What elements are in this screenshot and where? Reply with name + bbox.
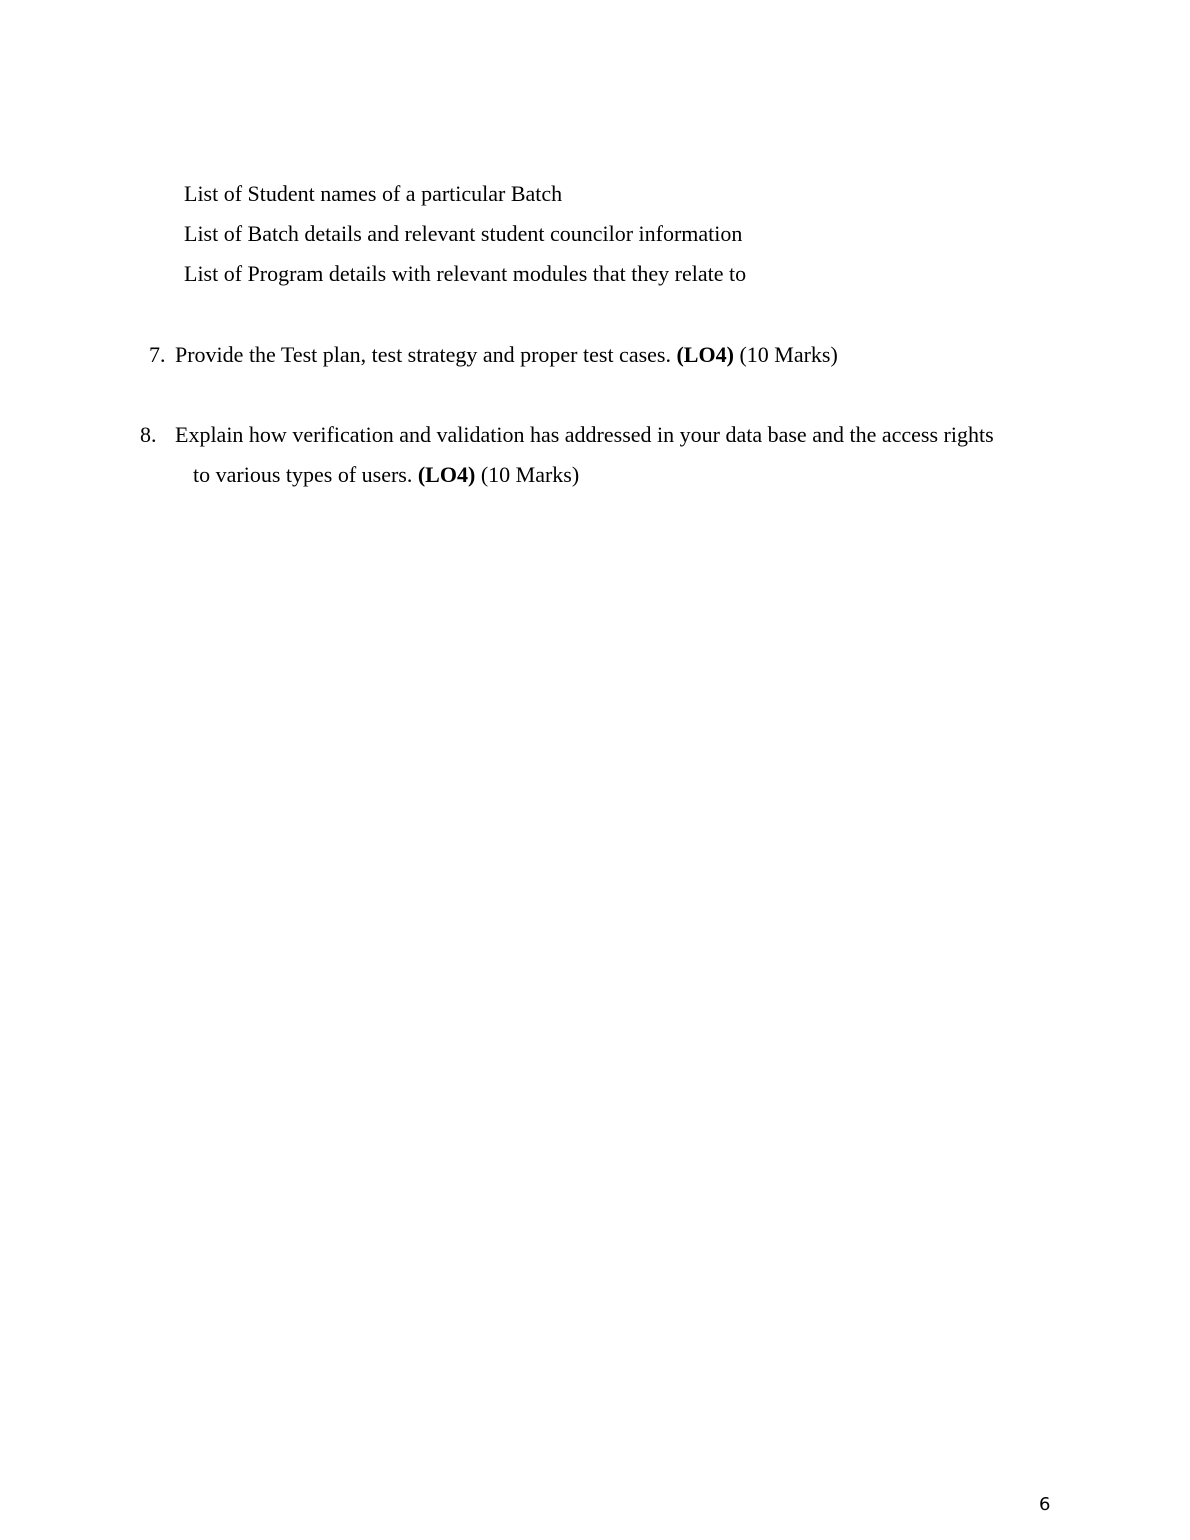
page-number: 6 — [1039, 1494, 1051, 1515]
question-7-body: Provide the Test plan, test strategy and proper test cases. — [175, 342, 671, 367]
question-8-text-line1: Explain how verification and validation has addressed in your data base and the access rights — [175, 422, 994, 447]
question-8-text-line2 — [193, 461, 579, 489]
question-7-marks: (10 Marks) — [739, 342, 838, 367]
question-8-marks: (10 Marks) — [480, 462, 580, 487]
list-item-batch-details: List of Batch details and relevant student councilor information — [184, 221, 743, 246]
question-7-number: 7. — [149, 342, 166, 367]
question-8-body-continued: to various types of users. — [193, 462, 413, 487]
question-8-number: 8. — [140, 422, 157, 447]
list-item-program-details: List of Program details with relevant modules that they relate to — [184, 261, 747, 286]
question-7-text — [175, 341, 838, 369]
list-item-student-names: List of Student names of a particular Batch — [184, 181, 563, 206]
question-7-lo: (LO4) — [676, 342, 734, 367]
question-8-lo: (LO4) — [417, 462, 476, 487]
